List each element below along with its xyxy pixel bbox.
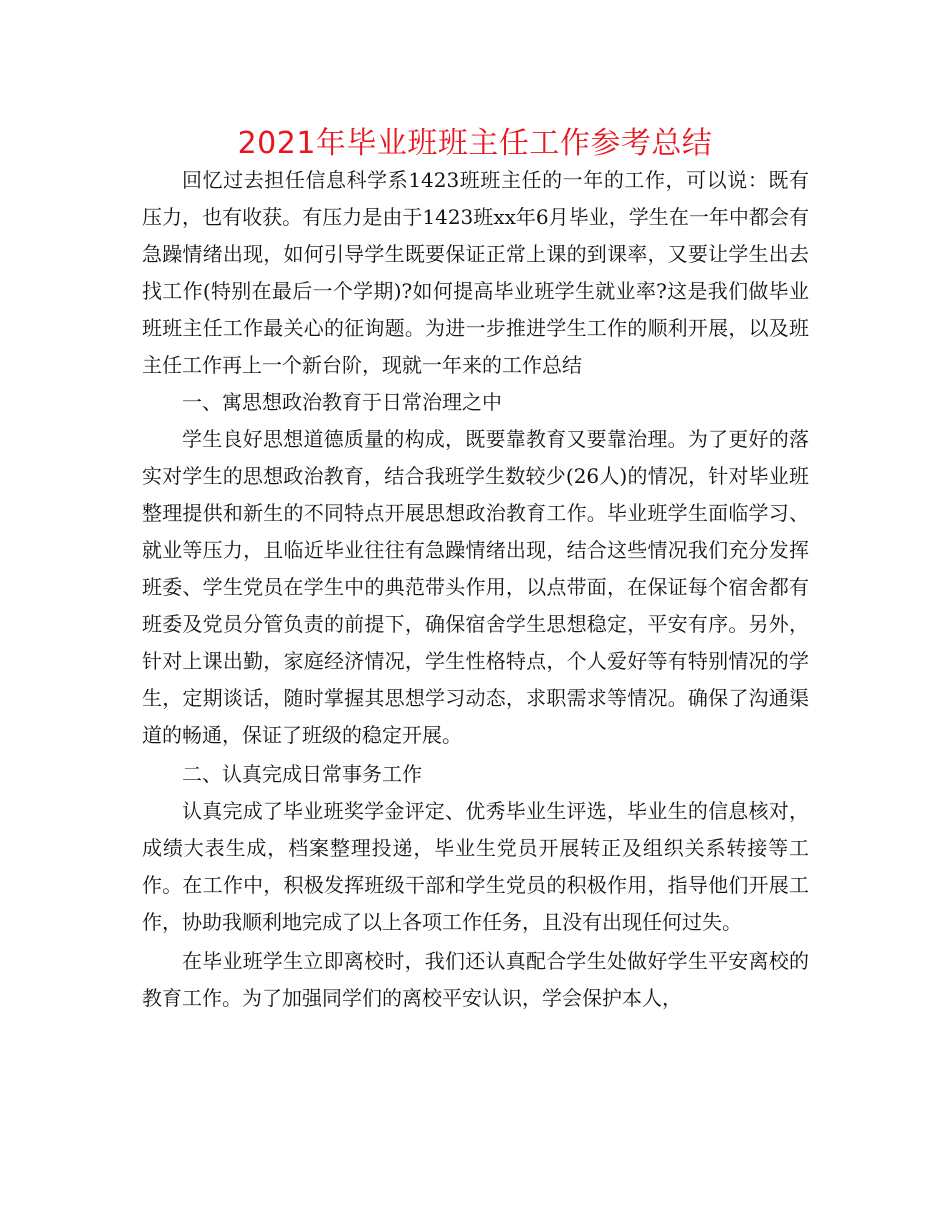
document-body	[142, 162, 809, 1017]
section-heading-1: 一、寓思想政治教育于日常治理之中	[182, 390, 502, 414]
paragraph-section-2: 认真完成了毕业班奖学金评定、优秀毕业生评选，毕业生的信息核对，成绩大表生成，档案整理投递，毕业生党员开展转正及组织关系转接等工作。在工作中，积极发挥班级干部和学生党员的积极作用，指导他们开展工作，协助我顺利地完成了以上各项工作任务，且没有出现任何过失。	[142, 799, 809, 934]
paragraph-departure: 在毕业班学生立即离校时，我们还认真配合学生处做好学生平安离校的教育工作。为了加强同学们的离校平安认识，学会保护本人，	[142, 949, 809, 1010]
document-title: 2021年毕业班班主任工作参考总结	[237, 126, 713, 161]
paragraph-intro: 回忆过去担任信息科学系1423班班主任的一年的工作，可以说：既有压力，也有收获。有压力是由于1423班xx年6月毕业，学生在一年中都会有急躁情绪出现，如何引导学生既要保证正常上课的到课率，又要让学生出去找工作(特别在最后一个学期)?如何提高毕业班学生就业率?这是我们做毕业班班主任工作最关心的征询题。为进一步推进学生工作的顺利开展，以及班主任工作再上一个新台阶，现就一年来的工作总结	[142, 168, 809, 377]
section-heading-2: 二、认真完成日常事务工作	[182, 762, 422, 786]
paragraph-section-1: 学生良好思想道德质量的构成，既要靠教育又要靠治理。为了更好的落实对学生的思想政治教育，结合我班学生数较少(26人)的情况，针对毕业班整理提供和新生的不同特点开展思想政治教育工作。毕业班学生面临学习、就业等压力，且临近毕业往往有急躁情绪出现，结合这些情况我们充分发挥班委、学生党员在学生中的典范带头作用，以点带面，在保证每个宿舍都有班委及党员分管负责的前提下，确保宿舍学生思想稳定，平安有序。另外，针对上课出勤，家庭经济情况，学生性格特点，个人爱好等有特别情况的学生，定期谈话，随时掌握其思想学习动态，求职需求等情况。确保了沟通渠道的畅通，保证了班级的稳定开展。	[142, 427, 809, 747]
